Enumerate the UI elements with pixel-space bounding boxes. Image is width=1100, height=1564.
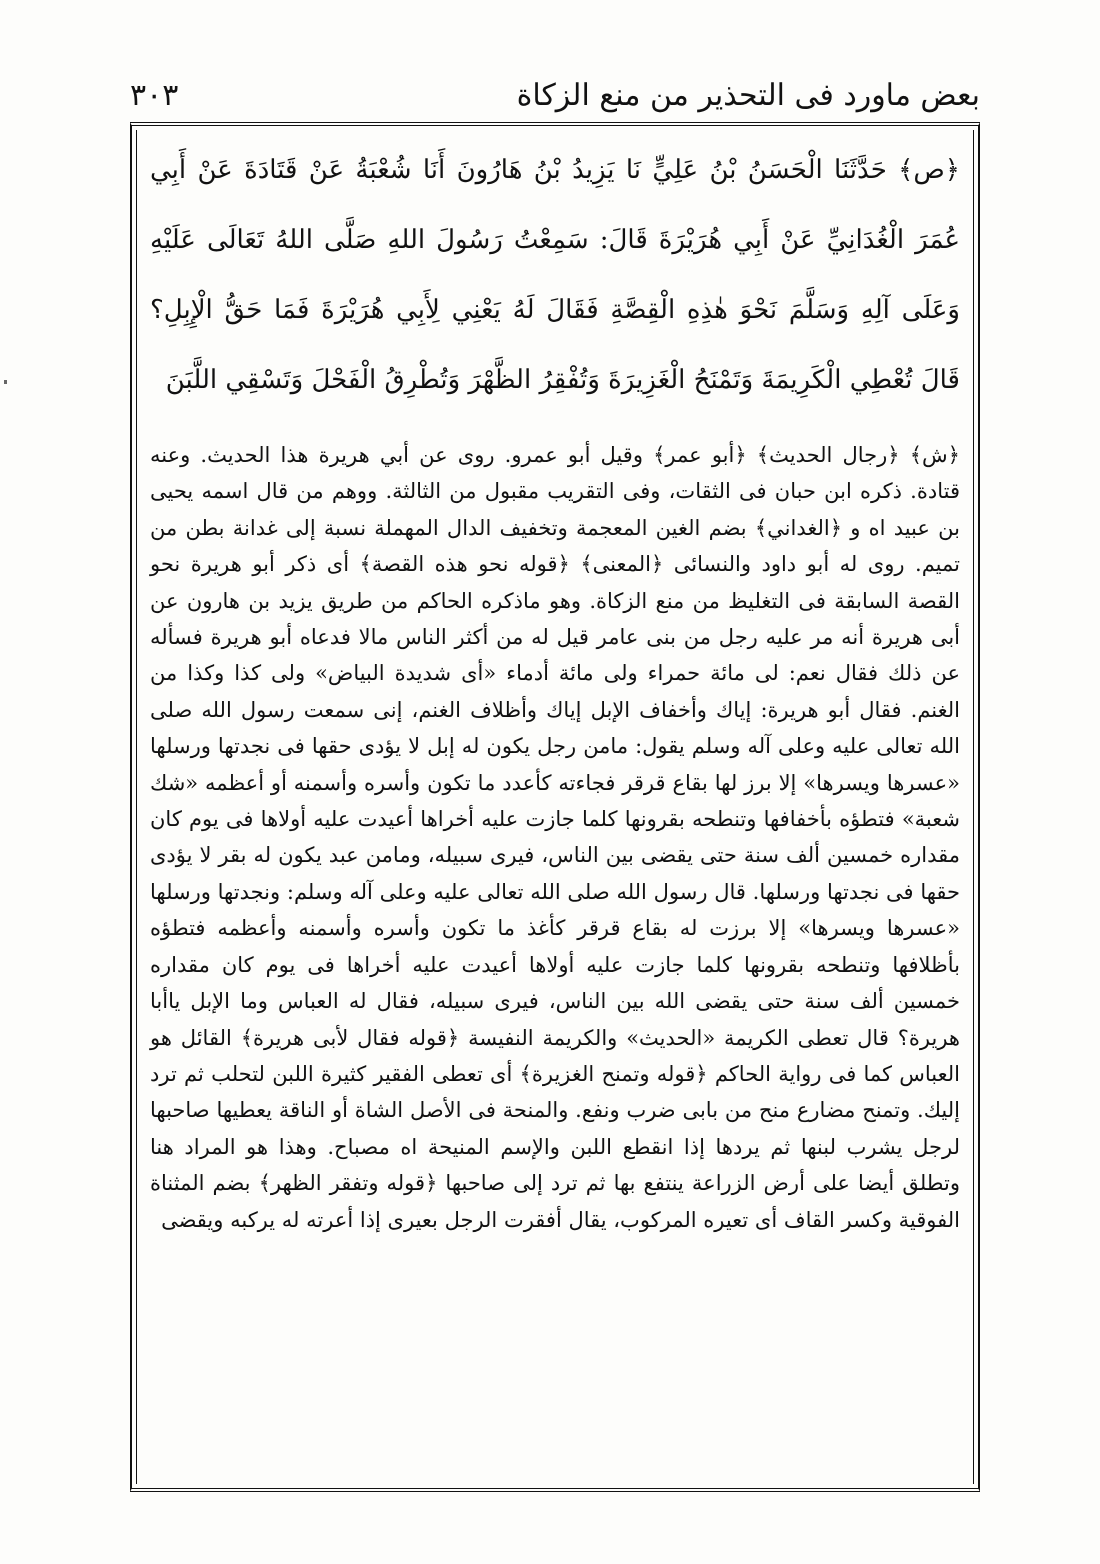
page-number: ٣٠٣ bbox=[130, 77, 179, 113]
page-header bbox=[130, 70, 980, 120]
hadith-text: ﴿ص﴾ حَدَّثَنَا الْحَسَنُ بْنُ عَلِيٍّ نَا يَزِيدُ بْنُ هَارُونَ أَنَا شُعْبَةُ عَنْ قَتَادَةَ عَنْ أَبِي عُمَرَ الْغُدَانِيِّ عَنْ أَبِي هُرَيْرَةَ قَالَ: سَمِعْتُ رَسُولَ اللهِ صَلَّى اللهُ تَعَالَى عَلَيْهِ وَعَلَى آلِهِ وَسَلَّمَ نَحْوَ هٰذِهِ الْقِصَّةِ فَقَالَ لَهُ يَعْنِي لِأَبِي هُرَيْرَةَ فَمَا حَقُّ الْإِبِلِ؟ قَالَ تُعْطِي الْكَرِيمَةَ وَتَمْنَحُ الْغَزِيرَةَ وَتُفْقِرُ الظَّهْرَ وَتُطْرِقُ الْفَحْلَ وَتَسْقِي اللَّبَنَ bbox=[150, 155, 960, 395]
running-title: بعض ماورد فى التحذير من منع الزكاة bbox=[516, 77, 980, 113]
scan-speck bbox=[4, 380, 7, 384]
page-body bbox=[150, 135, 960, 1238]
commentary-text: ﴿ش﴾ ﴿رجال الحديث﴾ ﴿أبو عمر﴾ وقيل أبو عمرو. روى عن أبي هريرة هذا الحديث. وعنه قتادة. ذكره ابن حبان فى الثقات، وفى التقريب مقبول من الثالثة. ووهم من قال اسمه يحيى بن عبيد اه و ﴿الغداني﴾ بضم الغين المعجمة وتخفيف الدال المهملة نسبة إلى غدانة بطن من تميم. روى له أبو داود والنسائى ﴿المعنى﴾ ﴿قوله نحو هذه القصة﴾ أى ذكر أبو هريرة نحو القصة السابقة فى التغليظ من منع الزكاة. وهو ماذكره الحاكم من طريق يزيد بن هارون عن أبى هريرة أنه مر عليه رجل من بنى عامر قيل له من أكثر الناس مالا فدعاه أبو هريرة فسأله عن ذلك فقال نعم: لى مائة حمراء ولى مائة أدماء «أى شديدة البياض» ولى كذا وكذا من الغنم. فقال أبو هريرة: إياك وأخفاف الإبل إياك وأظلاف الغنم، إنى سمعت رسول الله صلى الله تعالى عليه وعلى آله وسلم يقول: مامن رجل يكون له إبل لا يؤدى حقها فى نجدتها ورسلها «عسرها ويسرها» إلا برز لها بقاع قرقر فجاءته كأعدد ما تكون وأسره وأسمنه أو أعظمه «شك شعبة» فتطؤه بأخفافها وتنطحه بقرونها كلما جازت عليه أخراها أعيدت عليه أولاها فى يوم كان مقداره خمسين ألف سنة حتى يقضى بين الناس، فيرى سبيله، ومامن عبد يكون له بقر لا يؤدى حقها فى نجدتها ورسلها. قال رسول الله صلى الله تعالى عليه وعلى آله وسلم: ونجدتها ورسلها «عسرها ويسرها» إلا برزت له بقاع قرقر كأغذ ما تكون وأسره وأسمنه وأعظمه فتطؤه بأظلافها وتنطحه بقرونها كلما جازت عليه أولاها أعيدت عليه أخراها فى يوم كان مقداره خمسين ألف سنة حتى يقضى الله بين الناس، فيرى سبيله، فقال له العباس وما الإبل ياأبا هريرة؟ قال تعطى الكريمة «الحديث» والكريمة النفيسة ﴿قوله فقال لأبى هريرة﴾ القائل هو العباس كما فى رواية الحاكم ﴿قوله وتمنح الغزيرة﴾ أى تعطى الفقير كثيرة اللبن لتحلب ثم ترد إليك. وتمنح مضارع منح من بابى ضرب ونفع. والمنحة فى الأصل الشاة أو الناقة يعطيها صاحبها لرجل يشرب لبنها ثم يردها إذا انقطع اللبن والإسم المنيحة اه مصباح. وهذا هو المراد هنا وتطلق أيضا على أرض الزراعة ينتفع بها ثم ترد إلى صاحبها ﴿قوله وتفقر الظهر﴾ بضم المثناة الفوقية وكسر القاف أى تعيره المركوب، يقال أفقرت الرجل بعيرى إذا أعرته له يركبه ويقضى bbox=[150, 443, 960, 1232]
